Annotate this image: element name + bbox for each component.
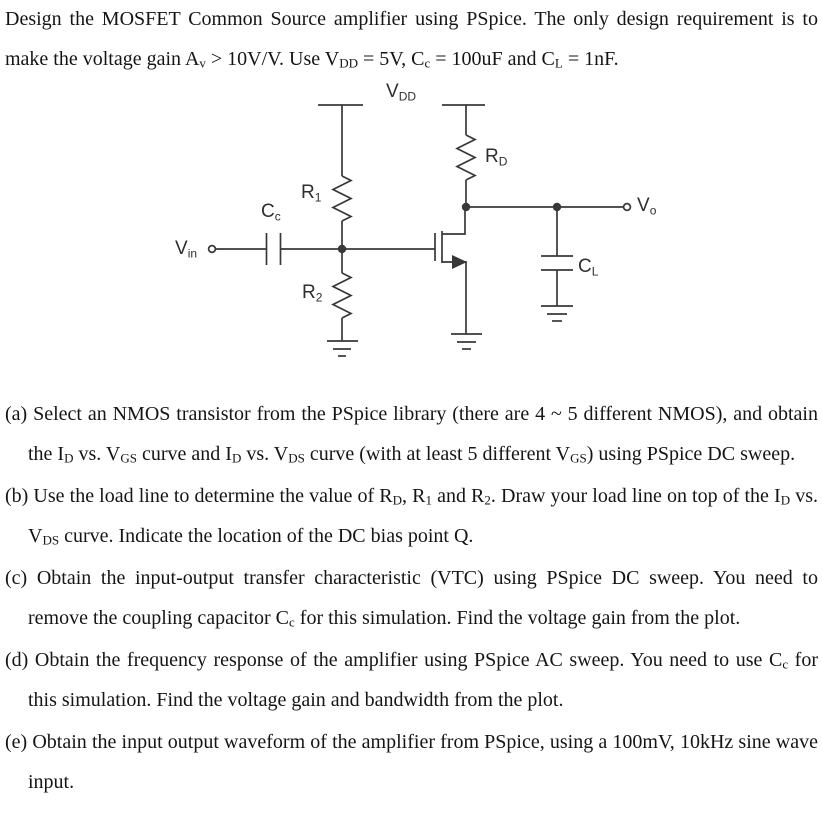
resistor-rd [457,135,475,207]
capacitor-cl [541,207,573,306]
input-terminal [209,246,266,253]
label-vdd: $V_{DD}$ [386,81,417,104]
label-r1: $R_1$ [301,182,322,205]
label-vo: $V_o$ [637,195,657,218]
vdd-rail-left [318,105,363,176]
label-vin: $V_{in}$ [175,238,198,261]
question-list [5,394,818,802]
label-cc: $C_c$ [261,201,281,224]
ground-load-icon [541,306,573,321]
question-d [5,640,818,720]
intro-paragraph: Design the MOSFET Common Source amplifier using PSpice. The only design requirement is to make the voltage gain $A_v > 10V/V$. Use $V_{DD} = 5V$, $C_c = 100uF$ and $C_L = 1nF$. [5,8,818,71]
resistor-r1 [333,176,351,249]
question-e-marker: (e) [5,731,28,753]
gate-node [338,245,435,253]
ground-source-icon [451,334,482,349]
capacitor-cc [267,233,343,265]
circuit-diagram [5,80,817,368]
nmos-transistor [435,207,467,334]
question-c-text: Obtain the input-output transfer characteristic (VTC) using PSpice DC sweep. You need to remove the coupling capacitor $C_c$ for this simulation. Find the voltage gain from the plot. [27,567,818,630]
label-rd: $R_D$ [485,146,508,169]
question-b [5,476,818,556]
question-b-marker: (b) [5,485,29,507]
vdd-rail-right [442,105,485,135]
question-e [5,722,818,802]
circuit-schematic-svg [5,80,817,368]
question-b-text: Use the load line to determine the value of $R_D$, $R_1$ and $R_2$. Draw your load line on top of the $I_D$ vs. $V_{DS}$ curve. Indicate the location of the DC bias point Q. [28,485,818,548]
question-d-text: Obtain the frequency response of the amplifier using PSpice AC sweep. You need to use $C_c$ for this simulation. Find the voltage gain and bandwidth from the plot. [28,649,818,711]
question-c [5,558,818,638]
resistor-r2 [333,249,351,341]
question-d-marker: (d) [5,649,29,671]
question-e-text: Obtain the input output waveform of the amplifier from PSpice, using a 100mV, 10kHz sine wave input. [27,731,818,793]
question-a [5,394,818,474]
question-a-marker: (a) [5,403,28,425]
output-net [462,203,631,211]
ground-bias-icon [327,341,358,356]
label-r2: $R_2$ [302,282,323,305]
question-a-text: Select an NMOS transistor from the PSpice library (there are 4 ~ 5 different NMOS), and obtain the $I_D$ vs. $V_{GS}$ curve and $I_D$ vs. $V_{DS}$ curve (with at least 5 different $V_{GS}$) using PSpice DC sweep. [27,403,818,466]
question-c-marker: (c) [5,567,28,589]
label-cl: $C_L$ [578,256,599,279]
